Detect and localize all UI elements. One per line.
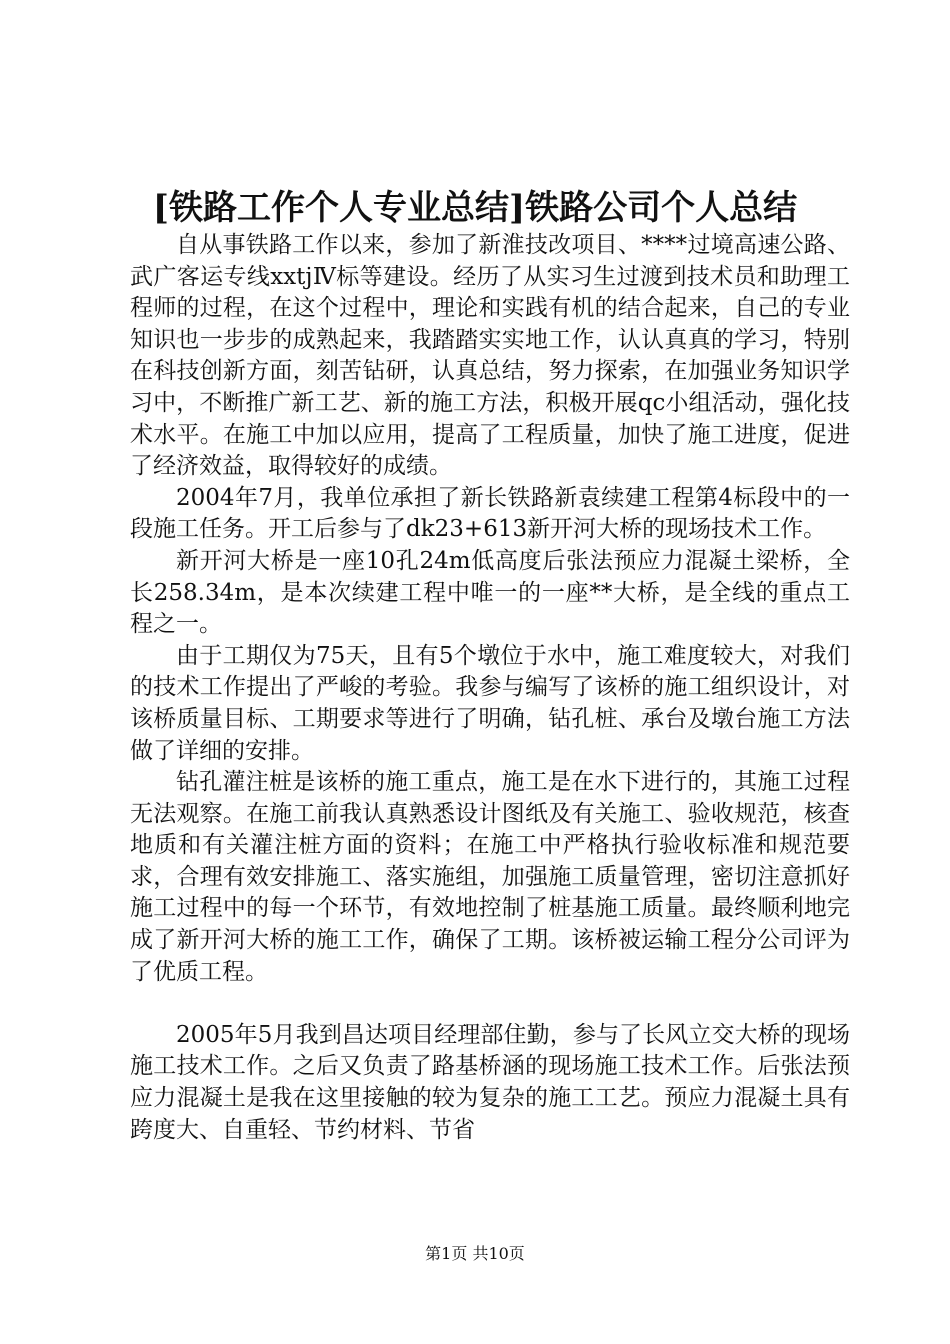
paragraph: 新开河大桥是一座10孔24m低高度后张法预应力混凝土梁桥，全长258.34m，是本次续建工程中唯一的一座**大桥，是全线的重点工程之一。 — [130, 547, 850, 638]
paragraph: 自从事铁路工作以来，参加了新淮技改项目、****过境高速公路、武广客运专线xxtjⅣ标等建设。经历了从实习生过渡到技术员和助理工程师的过程，在这个过程中，理论和实践有机的结合起来，自己的专业知识也一步步的成熟起来，我踏踏实实地工作，认认真真的学习，特别在科技创新方面，刻苦钻研，认真总结，努力探索，在加强业务知识学习中，不断推广新工艺、新的施工方法，积极开展qc小组活动，强化技术水平。在施工中加以应用，提高了工程质量，加快了施工进度，促进了经济效益，取得较好的成绩。 — [130, 232, 850, 480]
paragraph: 钻孔灌注桩是该桥的施工重点，施工是在水下进行的，其施工过程无法观察。在施工前我认真熟悉设计图纸及有关施工、验收规范，核查地质和有关灌注桩方面的资料；在施工中严格执行验收标准和规范要求，合理有效安排施工、落实施组，加强施工质量管理，密切注意抓好施工过程中的每一个环节，有效地控制了桩基施工质量。最终顺利地完成了新开河大桥的施工工作，确保了工期。该桥被运输工程分公司评为了优质工程。 — [130, 769, 850, 985]
page-number-footer: 第1页 共10页 — [425, 1244, 525, 1263]
paragraph: 由于工期仅为75天，且有5个墩位于水中，施工难度较大，对我们的技术工作提出了严峻的考验。我参与编写了该桥的施工组织设计，对该桥质量目标、工期要求等进行了明确，钻孔桩、承台及墩台施工方法做了详细的安排。 — [130, 642, 850, 764]
paragraph: 2004年7月，我单位承担了新长铁路新袁续建工程第4标段中的一段施工任务。开工后参与了dk23+613新开河大桥的现场技术工作。 — [130, 484, 850, 543]
document-title: [铁路工作个人专业总结]铁路公司个人总结 — [152, 188, 798, 228]
document-body — [130, 230, 850, 1146]
paragraph: 2005年5月我到昌达项目经理部住勤，参与了长风立交大桥的现场施工技术工作。之后又负责了路基桥涵的现场施工技术工作。后张法预应力混凝土是我在这里接触的较为复杂的施工工艺。预应力混凝土具有跨度大、自重轻、节约材料、节省 — [130, 1021, 850, 1143]
